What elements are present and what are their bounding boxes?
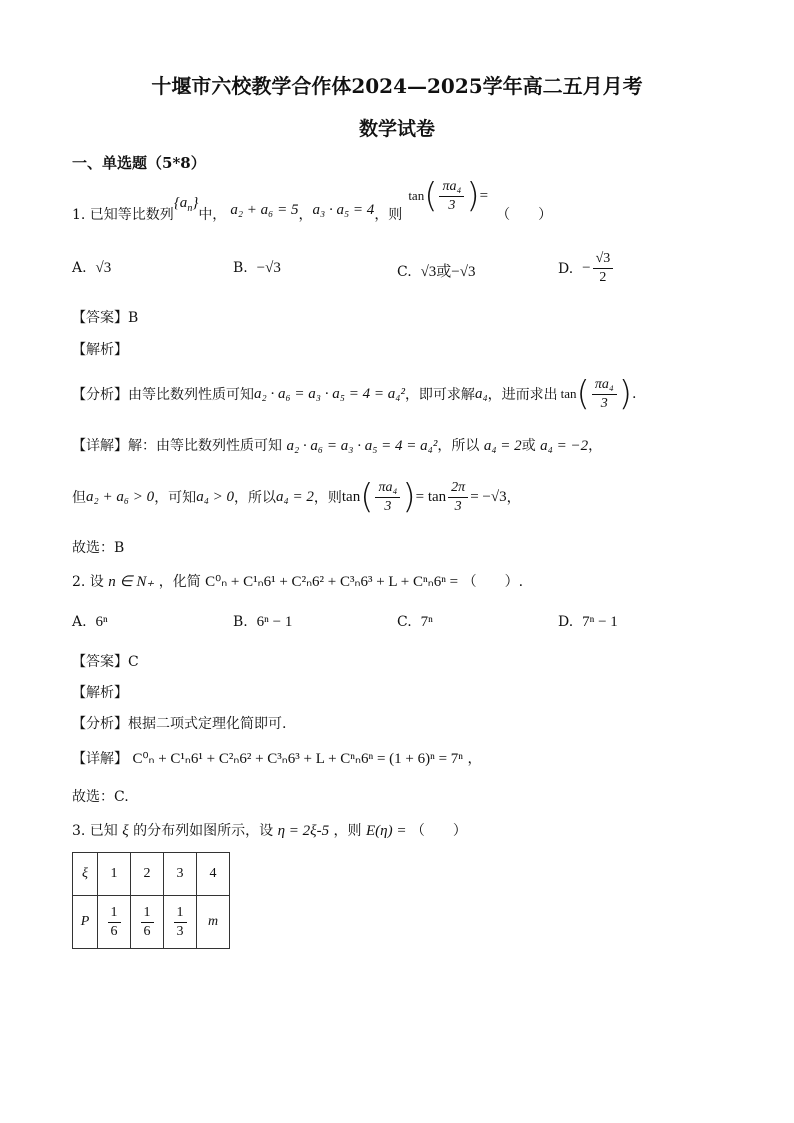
- q1-condition-2: a₃ · a₅ = 4: [312, 201, 375, 218]
- q1-choice: 故选：B: [72, 540, 125, 556]
- table-cell: $\frac{1}{6}$: [98, 896, 131, 949]
- q2-option-a: A. 6ⁿ: [72, 614, 108, 630]
- table-cell: $\frac{1}{3}$: [164, 896, 197, 949]
- q1-sequence: $\{a_n\}$: [173, 194, 199, 214]
- q2-option-b: B. 6ⁿ − 1: [233, 614, 293, 630]
- question-2-stem: 2. 设 n ∈ N₊ ，化简 C⁰ₙ + C¹ₙ6¹ + C²ₙ6² + C³ₙ6³ + L + Cⁿₙ6ⁿ = （ ）.: [72, 574, 524, 590]
- table-cell: ξ: [73, 853, 98, 896]
- q1-answer-paren: （ ）: [496, 207, 553, 223]
- q1-tan-expression: tan ( $\frac{\text{πa₄}}{3}$ ) =: [408, 176, 489, 216]
- question-1-stem: [72, 176, 553, 240]
- q1-comma: ，: [298, 207, 313, 223]
- q2-xiangjie: 【详解】 C⁰ₙ + C¹ₙ6¹ + C²ₙ6² + C³ₙ6³ + L + Cⁿₙ6ⁿ = (1 + 6)ⁿ = 7ⁿ ，: [72, 751, 482, 767]
- distribution-table: [72, 852, 230, 949]
- q1-fenxi: 【分析】 由等比数列性质可知 a₂ · a₆ = a₃ · a₅ = 4 = a₄² ，即可求解 a₄ ，进而求出 tan ( $\frac{\text{πa₄}}{3}$ ) .: [72, 374, 637, 414]
- table-cell: P: [73, 896, 98, 949]
- table-cell: $\frac{1}{6}$: [131, 896, 164, 949]
- q1-xiangjie-line-1: 【详解】解：由等比数列性质可知 a₂ · a₆ = a₃ · a₅ = 4 = a₄²，所以 a₄ = 2或 a₄ = −2，: [72, 438, 603, 454]
- q1-option-c: C. √3或−√3: [397, 264, 476, 280]
- page-title: 十堰市六校教学合作体2024—2025学年高二五月月考: [151, 74, 643, 98]
- q2-fenxi: 【分析】根据二项式定理化简即可.: [72, 716, 287, 732]
- question-3-stem: 3. 已知 ξ 的分布列如图所示，设 η = 2ξ-5 ，则 E(η) = （ ）: [72, 823, 467, 839]
- q2-option-c: C. 7ⁿ: [397, 614, 433, 630]
- q1-text-b: 中，: [198, 207, 227, 223]
- q1-answer: 【答案】B: [72, 310, 139, 326]
- q1-option-d: D. − $\frac{√3}{2}$: [558, 250, 615, 287]
- q2-option-d: D. 7ⁿ − 1: [558, 614, 618, 630]
- table-cell: 1: [98, 853, 131, 896]
- q1-text-c: ，则: [374, 207, 403, 223]
- q1-condition-1: a₂ + a₆ = 5: [230, 201, 299, 218]
- q2-answer: 【答案】C: [72, 654, 139, 670]
- q1-option-b: B. −√3: [233, 260, 281, 276]
- q1-xiangjie-line-2: 但 a₂ + a₆ > 0 ，可知 a₄ > 0 ，所以 a₄ = 2 ，则 tan ( $\frac{\text{πa₄}}{3}$ ) = tan $\frac{2\pi}{3}$ = −√3 ，: [72, 477, 521, 517]
- q2-analysis-label: 【解析】: [72, 685, 128, 701]
- page-subtitle: 数学试卷: [358, 118, 435, 140]
- table-row: [73, 853, 230, 896]
- q1-analysis-label: 【解析】: [72, 342, 128, 358]
- table-cell: 2: [131, 853, 164, 896]
- table-cell: m: [197, 896, 230, 949]
- q1-text-a: 1. 已知等比数列: [72, 207, 174, 223]
- table-cell: 3: [164, 853, 197, 896]
- q2-choice: 故选：C.: [72, 789, 129, 805]
- table-cell: 4: [197, 853, 230, 896]
- section-heading: 一、单选题（5*8）: [72, 154, 206, 172]
- q1-option-a: A. √3: [72, 260, 112, 276]
- table-row: [73, 896, 230, 949]
